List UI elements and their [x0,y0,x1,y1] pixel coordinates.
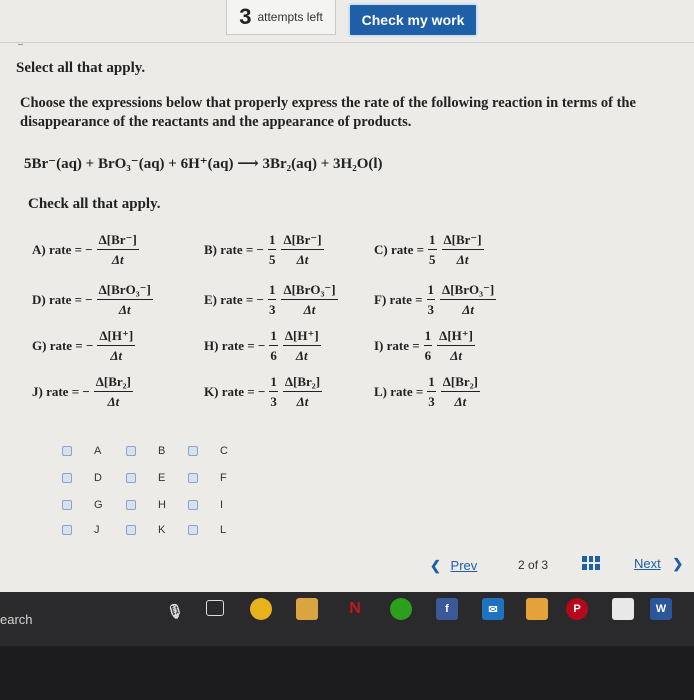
fraction-numerator: Δ[Br₂] [283,374,322,392]
prev-button[interactable] [430,558,477,574]
rate-fraction [281,232,323,267]
coefficient-fraction [424,328,433,363]
file-explorer-icon[interactable] [296,598,318,620]
coefficient-denominator: 3 [427,302,435,317]
rate-fraction [440,282,496,317]
checkbox-icon[interactable] [62,525,72,535]
option-letter: L [220,524,227,536]
check-all-heading: Check all that apply. [28,196,161,212]
rate-fraction [437,328,475,363]
total-pages: 3 [541,558,549,572]
check-my-work-button[interactable]: Check my work [348,3,478,37]
coefficient-numerator: 1 [428,232,437,250]
expression-label: A) rate = − [32,241,93,257]
checkbox-icon[interactable] [188,500,198,510]
expression-label: L) rate = [374,383,424,399]
checkbox-icon[interactable] [188,446,198,456]
expression-label: C) rate = [374,241,424,257]
page-grid-icon[interactable] [582,556,600,570]
quickbooks-icon[interactable] [390,598,412,620]
expression-label: G) rate = − [32,337,94,353]
expression-label: H) rate = − [204,337,266,353]
expression-label: B) rate = − [204,241,264,257]
header-divider [0,42,694,43]
fraction-numerator: Δ[BrO₃⁻] [97,282,153,300]
option-b-checkbox[interactable] [126,445,165,457]
taskbar-search[interactable]: earch [0,612,33,627]
reaction-equation: 5Br⁻(aq) + BrO₃⁻(aq) + 6H⁺(aq) ⟶ 3Br₂(aq) + 3H₂O(l) [24,156,383,172]
expression-option [204,374,322,409]
coefficient-denominator: 3 [428,394,435,409]
current-page: 2 [518,558,525,572]
option-letter: D [94,472,102,484]
pinterest-icon[interactable]: P [566,598,588,620]
page-indicator [518,558,548,572]
fraction-denominator: Δt [296,394,309,409]
fraction-numerator: Δ[Br⁻] [442,232,484,250]
fraction-numerator: Δ[Br⁻] [281,232,323,250]
coefficient-fraction [269,328,278,363]
fraction-denominator: Δt [462,302,474,317]
expression-option [32,232,139,267]
option-letter: E [158,472,166,484]
expression-label: E) rate = − [204,291,264,307]
chevron-left-icon: ❮ [430,558,441,573]
option-letter: B [158,445,166,457]
expression-option [204,328,321,363]
fraction-denominator: Δt [296,252,309,267]
coefficient-fraction [428,232,437,267]
expression-label: F) rate = [374,291,423,307]
checkbox-icon[interactable] [62,473,72,483]
fraction-denominator: Δt [295,348,308,363]
rate-fraction [283,328,321,363]
fraction-numerator: Δ[H⁺] [283,328,321,346]
checkbox-icon[interactable] [62,446,72,456]
coefficient-numerator: 1 [424,328,433,346]
rate-fraction [442,232,484,267]
fraction-numerator: Δ[Br⁻] [97,232,139,250]
expression-option [374,328,475,363]
coefficient-fraction [427,374,436,409]
task-view-icon[interactable] [206,600,224,616]
select-all-heading: Select all that apply. [16,60,146,76]
word-icon[interactable]: W [650,598,672,620]
expression-label: J) rate = − [32,383,90,399]
coefficient-numerator: 1 [427,282,436,300]
expression-option [204,232,324,267]
option-i-checkbox[interactable] [188,499,223,511]
facebook-icon[interactable]: f [436,598,458,620]
expression-option [32,328,135,363]
checkbox-icon[interactable] [62,500,72,510]
coefficient-denominator: 5 [268,252,276,267]
option-letter: I [220,499,224,511]
fraction-numerator: Δ[H⁺] [437,328,475,346]
coefficient-denominator: 3 [268,302,276,317]
fraction-numerator: Δ[Br₂] [441,374,480,392]
store-icon[interactable] [612,598,634,620]
expression-option [32,374,133,409]
checkbox-icon[interactable] [126,500,136,510]
option-g-checkbox[interactable] [62,499,103,511]
expression-option [374,232,484,267]
mail-icon[interactable]: ✉ [482,598,504,620]
fraction-denominator: Δt [110,348,123,363]
prev-label: Prev [450,558,478,573]
checkbox-icon[interactable] [126,473,136,483]
fraction-numerator: Δ[H⁺] [97,328,135,346]
option-k-checkbox[interactable] [126,524,165,536]
fraction-numerator: Δ[BrO₃⁻] [440,282,496,300]
top-bar [0,0,694,42]
coefficient-numerator: 1 [269,374,278,392]
checkbox-icon[interactable] [126,525,136,535]
next-button[interactable] [634,556,683,572]
fraction-denominator: Δt [454,394,467,409]
rate-fraction [283,374,322,409]
expression-label: K) rate = − [204,383,266,399]
expression-option [374,374,480,409]
option-letter: H [158,499,166,511]
expression-option [204,282,338,317]
coefficient-fraction [269,374,278,409]
rate-fraction [97,232,139,267]
coefficient-denominator: 6 [270,348,277,363]
coefficient-fraction [427,282,436,317]
expression-label: D) rate = − [32,291,93,307]
question-instruction: Choose the expressions below that properly express the rate of the following reaction in terms of the disappearance of the reactants and the appearance of products. [20,95,636,130]
fraction-denominator: Δt [111,252,124,267]
option-letter: G [94,499,103,511]
option-letter: F [220,472,227,484]
fraction-numerator: Δ[Br₂] [94,374,133,392]
fraction-numerator: Δ[BrO₃⁻] [281,282,337,300]
option-j-checkbox[interactable] [62,524,100,536]
coefficient-fraction [268,232,277,267]
option-c-checkbox[interactable] [188,445,228,457]
checkbox-icon[interactable] [188,525,198,535]
fraction-denominator: Δt [456,252,469,267]
coefficient-fraction [268,282,277,317]
option-letter: J [94,524,100,536]
coefficient-numerator: 1 [269,328,278,346]
option-letter: A [94,445,102,457]
maps-icon[interactable] [526,598,548,620]
fraction-denominator: Δt [107,394,120,409]
rate-fraction [441,374,480,409]
checkbox-icon[interactable] [126,446,136,456]
netflix-icon[interactable]: N [349,600,361,617]
coefficient-numerator: 1 [268,282,277,300]
attempts-count: 3 [239,4,252,29]
microphone-icon[interactable]: 🎙 [166,602,184,619]
collapse-mark [18,44,23,45]
checkbox-icon[interactable] [188,473,198,483]
option-e-checkbox[interactable] [126,472,165,484]
fraction-denominator: Δt [303,302,316,317]
coefficient-denominator: 5 [429,252,436,267]
coefficient-numerator: 1 [427,374,436,392]
chevron-right-icon: ❯ [672,556,684,571]
expression-label: I) rate = [374,337,420,353]
fraction-denominator: Δt [118,302,131,317]
next-label: Next [634,556,661,571]
option-d-checkbox[interactable] [62,472,102,484]
of-label: of [528,558,539,572]
rate-fraction [94,374,133,409]
option-letter: K [158,524,166,536]
fraction-denominator: Δt [450,348,462,363]
option-a-checkbox[interactable] [62,445,101,457]
rate-fraction [97,282,153,317]
coefficient-numerator: 1 [268,232,277,250]
option-h-checkbox[interactable] [126,499,166,511]
coefficient-denominator: 6 [424,348,432,363]
chrome-icon[interactable] [250,598,272,620]
rate-fraction [97,328,135,363]
option-l-checkbox[interactable] [188,524,226,536]
option-letter: C [220,445,228,457]
option-f-checkbox[interactable] [188,472,227,484]
attempts-label: attempts left [257,10,323,24]
expression-option [374,282,496,317]
attempts-indicator [226,0,336,35]
coefficient-denominator: 3 [270,394,277,409]
expression-option [32,282,153,317]
rate-fraction [281,282,337,317]
